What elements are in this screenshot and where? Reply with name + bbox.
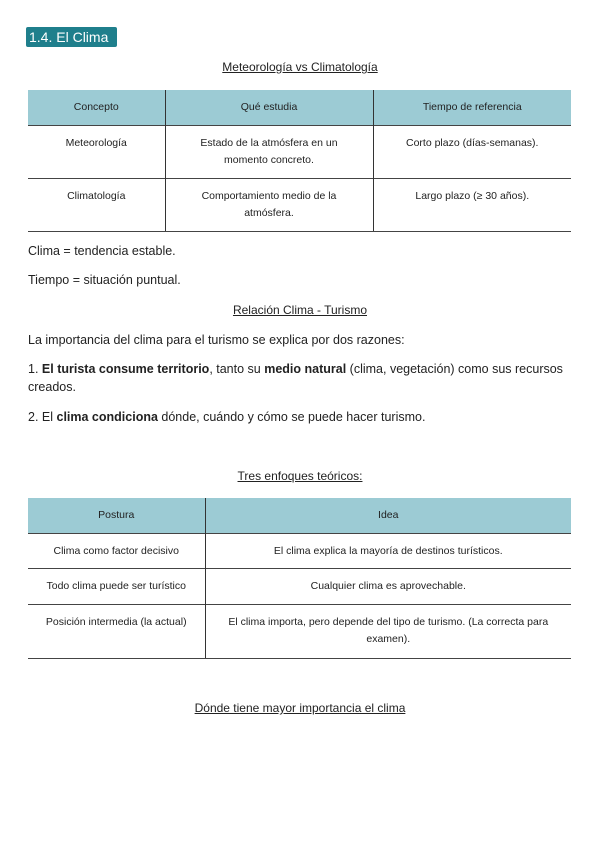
concept-table [28,90,571,232]
line-tiempo: Tiempo = situación puntual. [28,273,181,287]
table-row: Climatología Comportamiento medio de la atmósfera. Largo plazo (≥ 30 años). [28,178,571,231]
col-header: Qué estudia [165,90,373,125]
table-row: Clima como factor decisivo El clima explica la mayoría de destinos turísticos. [28,533,571,568]
heading-importancia: Dónde tiene mayor importancia el clima [194,701,406,715]
table-row: Posición intermedia (la actual) El clima importa, pero depende del tipo de turismo. (La correcta para examen). [28,604,571,658]
reason-2: 2. El clima condiciona dónde, cuándo y cómo se puede hacer turismo. [28,410,426,424]
approaches-table [28,498,571,659]
col-header: Tiempo de referencia [373,90,571,125]
section-title: 1.4. El Clima [26,27,117,47]
intro-text: La importancia del clima para el turismo se explica por dos razones: [28,333,405,347]
reason-1: 1. El turista consume territorio, tanto su medio natural (clima, vegetación) como sus recursos creados. [28,362,563,394]
col-header: Postura [28,498,205,533]
line-clima: Clima = tendencia estable. [28,244,176,258]
col-header: Idea [205,498,571,533]
heading-meteo-vs-clima: Meteorología vs Climatología [222,60,378,74]
col-header: Concepto [28,90,165,125]
heading-enfoques: Tres enfoques teóricos: [237,469,363,483]
table-row: Todo clima puede ser turístico Cualquier clima es aprovechable. [28,568,571,604]
heading-relacion: Relación Clima - Turismo [232,303,368,317]
table-row: Meteorología Estado de la atmósfera en un momento concreto. Corto plazo (días-semanas). [28,125,571,178]
